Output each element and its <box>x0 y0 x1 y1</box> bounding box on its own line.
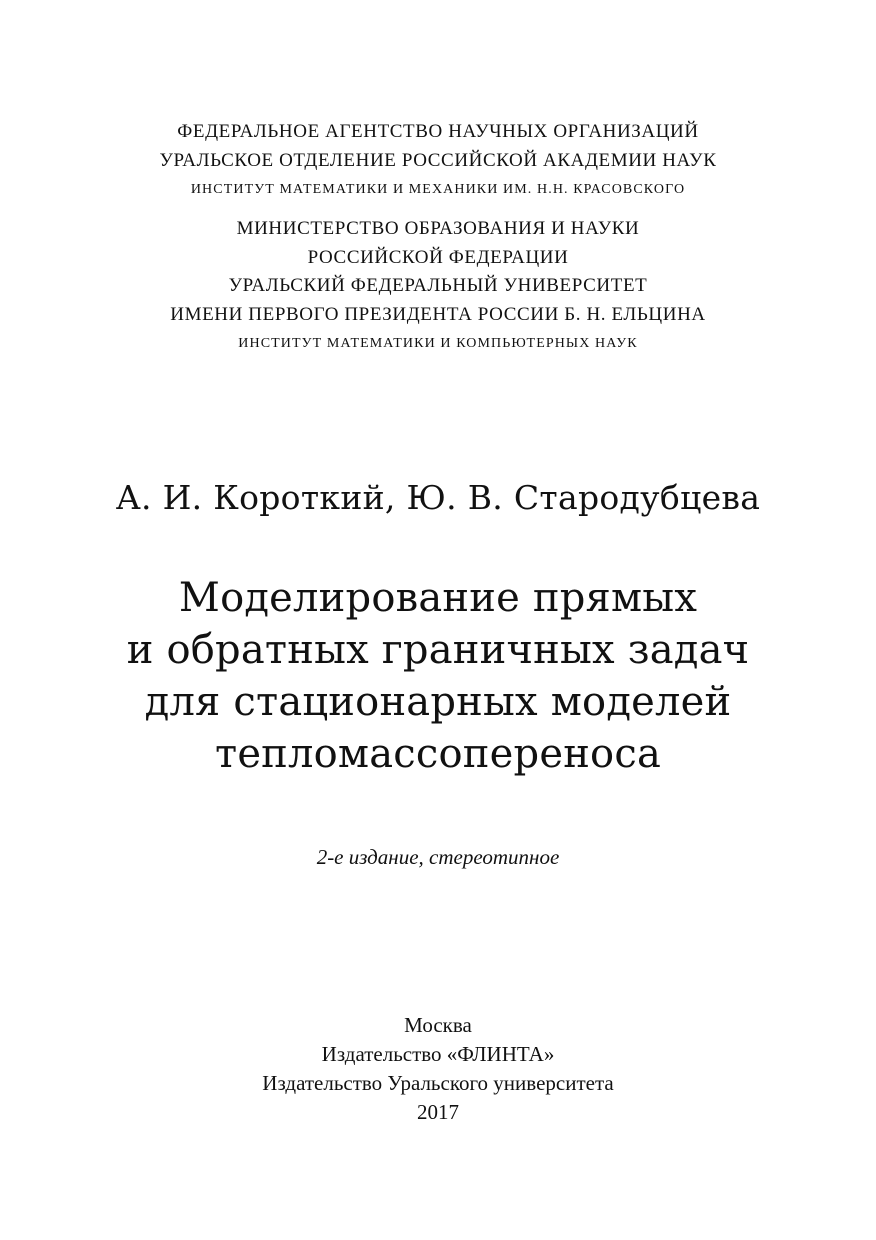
header-org-institute-mcs: ИНСТИТУТ МАТЕМАТИКИ И КОМПЬЮТЕРНЫХ НАУК <box>238 336 638 351</box>
authors: А. И. Короткий, Ю. В. Стародубцева <box>115 478 761 517</box>
title-line: и обратных граничных задач <box>126 627 750 673</box>
header-org-federation: РОССИЙСКОЙ ФЕДЕРАЦИИ <box>307 247 569 268</box>
edition: 2-е издание, стереотипное <box>316 845 560 869</box>
title-line: тепломассопереноса <box>214 731 661 777</box>
header-org-ministry: МИНИСТЕРСТВО ОБРАЗОВАНИЯ И НАУКИ <box>236 218 640 239</box>
title-line: для стационарных моделей <box>144 679 732 725</box>
imprint-publisher-ural: Издательство Уральского университета <box>262 1071 614 1095</box>
header-org-ural-branch: УРАЛЬСКОЕ ОТДЕЛЕНИЕ РОССИЙСКОЙ АКАДЕМИИ НАУК <box>159 150 717 171</box>
header-org-university-name: ИМЕНИ ПЕРВОГО ПРЕЗИДЕНТА РОССИИ Б. Н. ЕЛЬЦИНА <box>170 304 706 325</box>
title-line: Моделирование прямых <box>178 575 698 621</box>
imprint-year: 2017 <box>417 1100 459 1124</box>
imprint-city: Москва <box>404 1013 472 1037</box>
header-org-university: УРАЛЬСКИЙ ФЕДЕРАЛЬНЫЙ УНИВЕРСИТЕТ <box>228 275 648 296</box>
header-org-agency: ФЕДЕРАЛЬНОЕ АГЕНТСТВО НАУЧНЫХ ОРГАНИЗАЦИЙ <box>177 121 699 142</box>
header-org-institute-mm: ИНСТИТУТ МАТЕМАТИКИ И МЕХАНИКИ ИМ. Н.Н. КРАСОВСКОГО <box>190 182 686 197</box>
imprint-publisher-flinta: Издательство «ФЛИНТА» <box>321 1042 555 1066</box>
